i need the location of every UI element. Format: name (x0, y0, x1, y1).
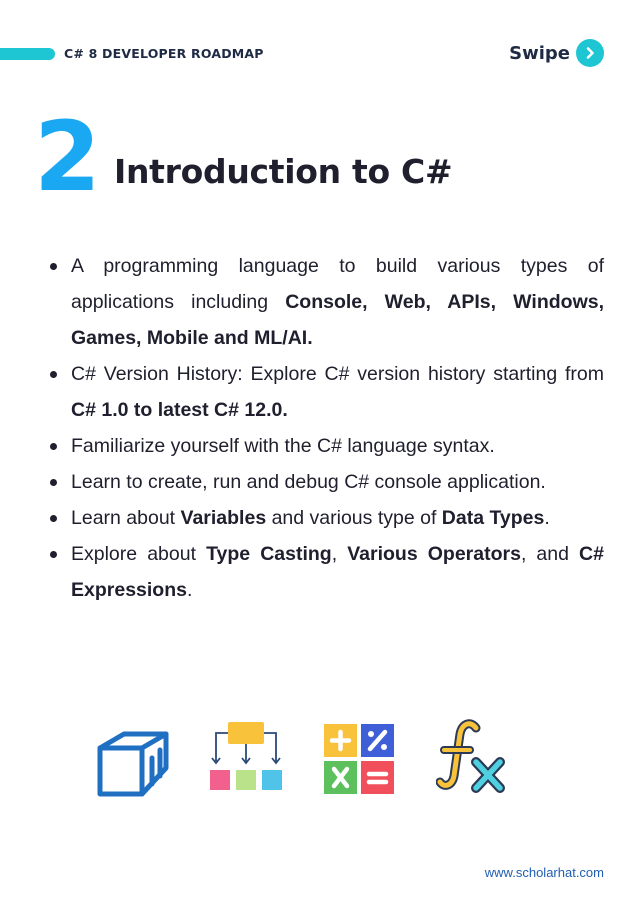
bullet-text-bold: Console, Web, APIs, Windows, Games, Mobile and ML/AI. (71, 291, 604, 349)
bullet-text: , and (520, 543, 580, 565)
bullet-item (44, 356, 604, 428)
bullet-text: Learn about (71, 507, 181, 529)
bullet-text: . (544, 507, 550, 529)
calculator-operators-icon (324, 724, 394, 794)
bullet-text: A programming language to build various types of applications including (71, 255, 604, 313)
bullet-text-bold: C# Expressions (71, 543, 604, 601)
section-number: 2 (34, 101, 101, 213)
section-heading: Introduction to C# (114, 152, 453, 191)
swipe-control[interactable] (509, 39, 604, 67)
function-fx-icon (436, 718, 508, 794)
bullet-text: and various type of (266, 507, 442, 529)
icon-row (0, 716, 638, 806)
bullet-item (44, 500, 604, 536)
bullet-text-bold: Type Casting (206, 543, 332, 565)
series-title: C# 8 DEVELOPER ROADMAP (64, 46, 264, 61)
bullet-text: Familiarize yourself with the C# language syntax. (71, 435, 495, 457)
footer-url[interactable]: www.scholarhat.com (484, 865, 604, 880)
bullet-item (44, 428, 604, 464)
top-accent-bar (0, 48, 55, 60)
bullet-text: C# Version History: Explore C# version history starting from (71, 363, 604, 385)
bullet-text-bold: Variables (180, 507, 267, 529)
bullet-text: , (331, 543, 348, 565)
bullet-list (44, 248, 604, 608)
bullet-text: Explore about (71, 543, 207, 565)
bullet-item (44, 464, 604, 500)
bullet-text: Learn to create, run and debug C# console application. (71, 471, 546, 493)
bullet-text-bold: Various Operators (347, 543, 521, 565)
swipe-button[interactable] (576, 39, 604, 67)
bullet-item (44, 536, 604, 608)
bullet-text-bold: Data Types (441, 507, 545, 529)
flowchart-icon (210, 720, 282, 796)
swipe-label: Swipe (509, 42, 570, 64)
bullet-item (44, 248, 604, 356)
bullet-text: . (186, 579, 193, 601)
bullet-text-bold: C# 1.0 to latest C# 12.0. (71, 399, 288, 421)
container-box-icon (94, 720, 172, 798)
chevron-right-icon (583, 46, 597, 60)
